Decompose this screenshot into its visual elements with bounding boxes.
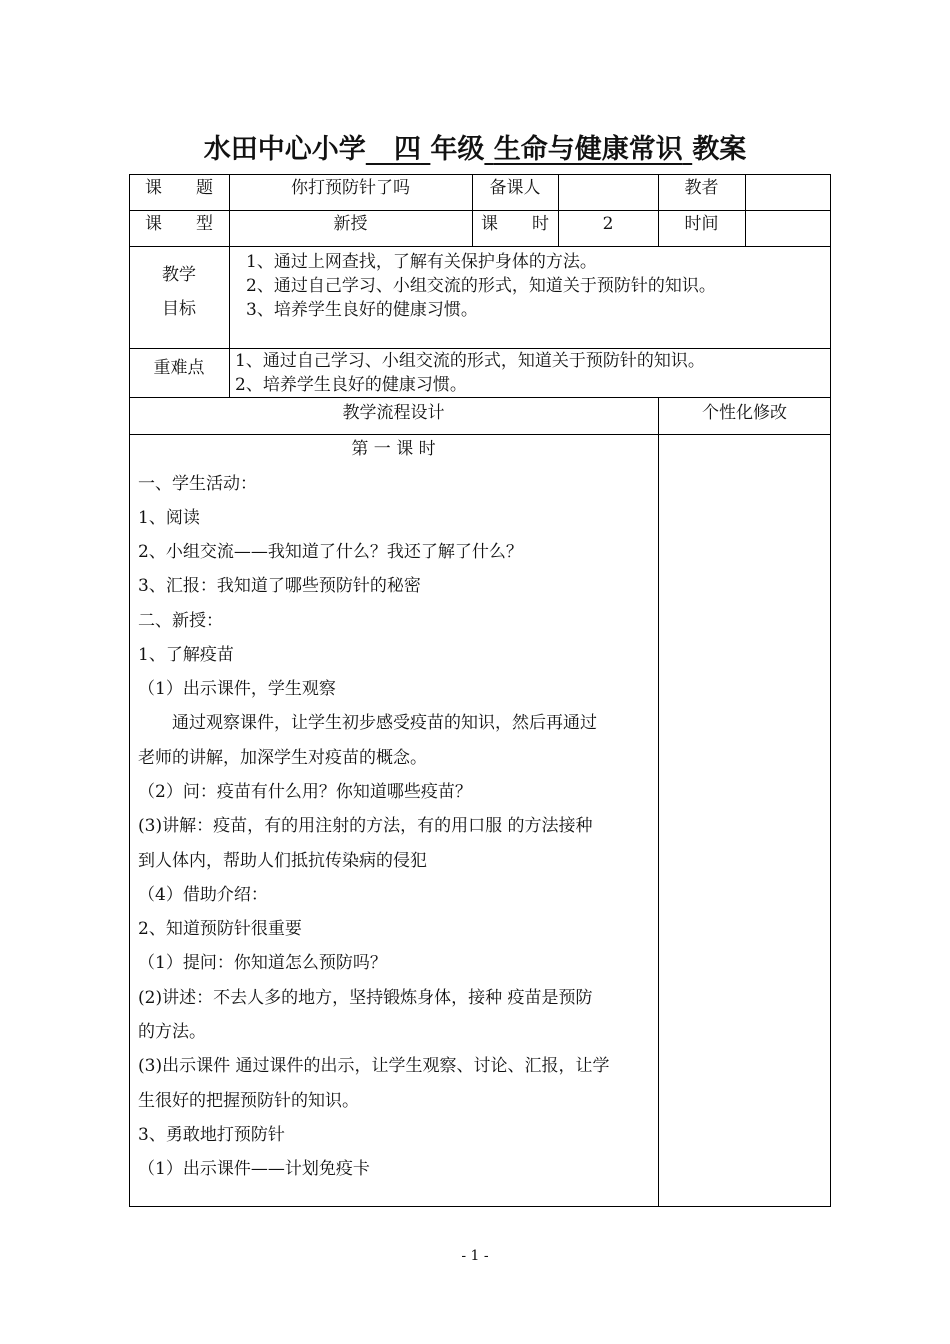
rule-row2	[129, 246, 831, 247]
title-grade: 四	[393, 134, 421, 165]
preparer-label: 备课人	[489, 178, 541, 198]
time-label: 时间	[684, 214, 719, 234]
flow-line: (3)出示课件 通过课件的出示，让学生观察、讨论、汇报，让学	[138, 1056, 610, 1076]
rule-row3	[129, 348, 831, 349]
keypoint-item: 1、通过自己学习、小组交流的形式，知道关于预防针的知识。	[235, 351, 705, 371]
rule-flow-split	[658, 397, 659, 1207]
goal-item: 3、培养学生良好的健康习惯。	[246, 300, 478, 320]
keypoint-item: 2、培养学生良好的健康习惯。	[235, 375, 467, 395]
rule-left	[129, 174, 130, 1207]
rule-top	[129, 174, 831, 175]
goal-item: 1、通过上网查找，了解有关保护身体的方法。	[246, 252, 597, 272]
flow-line: 的方法。	[138, 1022, 206, 1042]
rule-row1	[129, 210, 831, 211]
hours-value: 2	[602, 214, 614, 234]
flow-line: （1）出示课件，学生观察	[138, 679, 336, 699]
teacher-label: 教者	[684, 178, 719, 198]
topic-value: 你打预防针了吗	[291, 178, 410, 198]
flow-line: 3、勇敢地打预防针	[138, 1125, 285, 1145]
title-subject: 生命与健康常识	[493, 134, 683, 165]
goals-label-line1: 教学	[162, 265, 196, 285]
type-value: 新授	[333, 214, 368, 234]
flow-line: 生很好的把握预防针的知识。	[138, 1091, 359, 1111]
page-number: - 1 -	[461, 1248, 489, 1264]
flow-header-left: 教学流程设计	[342, 403, 445, 423]
rule-label-col	[229, 174, 230, 397]
rule-bottom	[129, 1206, 831, 1207]
flow-line: 二、新授：	[138, 611, 223, 631]
flow-line: 老师的讲解，加深学生对疫苗的概念。	[138, 748, 427, 768]
type-label: 课 型	[145, 214, 213, 234]
flow-header-right: 个性化修改	[702, 403, 787, 423]
title-suffix: 教案	[692, 134, 747, 165]
flow-line: (2)讲述：不去人多的地方，坚持锻炼身体，接种 疫苗是预防	[138, 988, 593, 1008]
rule-row5	[129, 434, 831, 435]
hours-label: 课 时	[481, 214, 549, 234]
page-title	[0, 128, 950, 172]
title-school: 水田中心小学	[203, 134, 366, 165]
title-grade-suffix: 年级	[430, 134, 485, 165]
flow-line: 到人体内，帮助人们抵抗传染病的侵犯	[138, 851, 427, 871]
keypoints-label: 重难点	[153, 358, 205, 378]
flow-line: （1）提问：你知道怎么预防吗？	[138, 953, 387, 973]
goal-item: 2、通过自己学习、小组交流的形式，知道关于预防针的知识。	[246, 276, 716, 296]
lesson-title: 第 一 课 时	[351, 439, 436, 459]
goals-label-line2: 目标	[162, 299, 196, 319]
rule-col6	[745, 174, 746, 246]
rule-right	[830, 174, 831, 1207]
flow-line: （2）问：疫苗有什么用？你知道哪些疫苗？	[138, 782, 472, 802]
rule-row4	[129, 397, 831, 398]
flow-line: 1、了解疫苗	[138, 645, 234, 665]
flow-line: (3)讲解：疫苗，有的用注射的方法，有的用口服 的方法接种	[138, 816, 593, 836]
flow-line: 2、小组交流——我知道了什么？我还了解了什么？	[138, 542, 523, 562]
flow-line: 3、汇报：我知道了哪些预防针的秘密	[138, 576, 421, 596]
flow-line: （4）借助介绍：	[138, 885, 268, 905]
flow-line: 一、学生活动：	[138, 474, 257, 494]
rule-col4	[558, 174, 559, 246]
lesson-plan-table	[129, 174, 831, 1207]
flow-line: 1、阅读	[138, 508, 200, 528]
topic-label: 课 题	[145, 178, 213, 198]
flow-line: 2、知道预防针很重要	[138, 919, 302, 939]
flow-line: （1）出示课件——计划免疫卡	[138, 1159, 370, 1179]
flow-line: 通过观察课件，让学生初步感受疫苗的知识，然后再通过	[138, 713, 597, 733]
